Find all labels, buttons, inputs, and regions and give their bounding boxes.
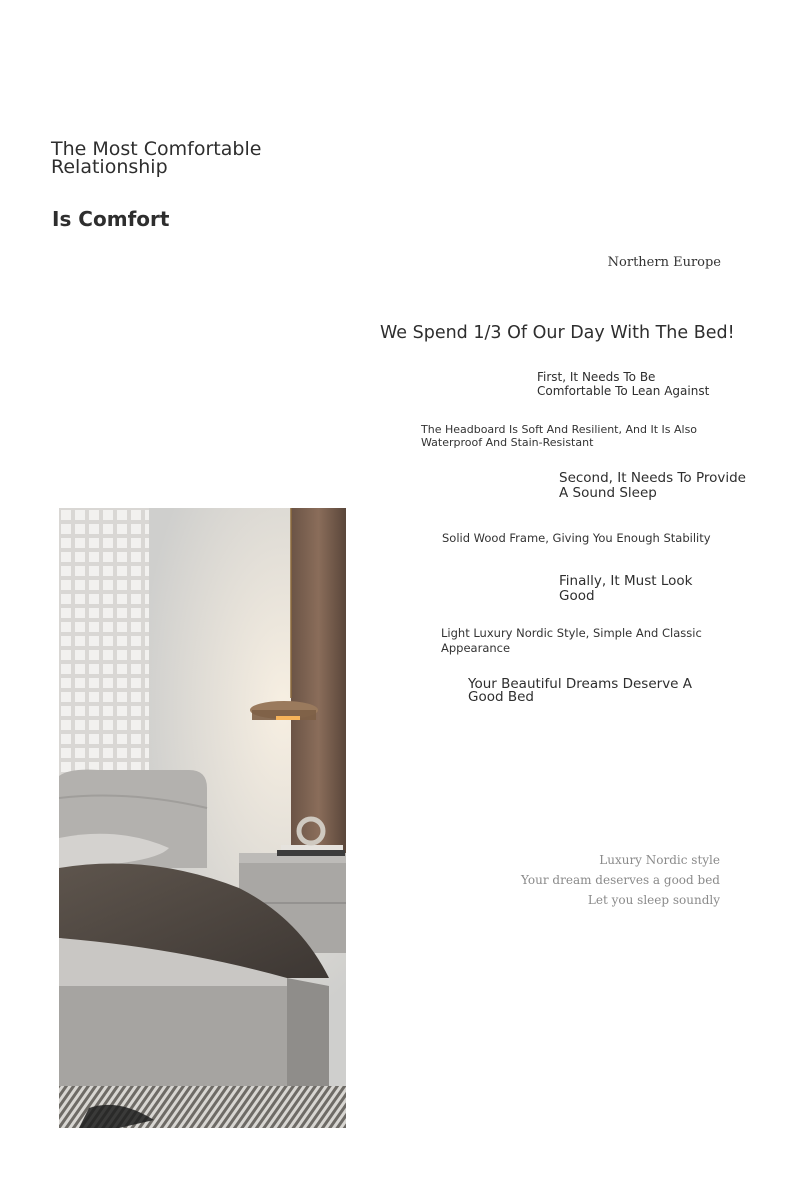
feature-2-title-line-2: A Sound Sleep bbox=[559, 485, 657, 501]
feature-1-title-line-1: First, It Needs To Be bbox=[537, 370, 656, 384]
feature-3-desc-line-2: Appearance bbox=[441, 641, 511, 655]
bedroom-illustration bbox=[59, 508, 346, 1128]
feature-3-title-line-1: Finally, It Must Look bbox=[559, 573, 693, 589]
hero-title-line-2: Relationship bbox=[51, 156, 168, 178]
feature-2-title-line-1: Second, It Needs To Provide bbox=[559, 470, 746, 486]
tagline bbox=[500, 850, 720, 910]
feature-3-title-line-2: Good bbox=[559, 588, 595, 604]
feature-2-description bbox=[442, 532, 772, 545]
tagline-line-1: Luxury Nordic style bbox=[599, 853, 720, 867]
lamp-light bbox=[276, 716, 300, 720]
feature-1-title-line-2: Comfortable To Lean Against bbox=[537, 384, 710, 398]
wood-panel bbox=[291, 508, 346, 868]
feature-1-desc-line-1: The Headboard Is Soft And Resilient, And It Is Also bbox=[421, 423, 698, 436]
hero-title bbox=[51, 140, 331, 176]
feature-4-title-line-2: Good Bed bbox=[468, 689, 534, 705]
tagline-line-2: Your dream deserves a good bed bbox=[521, 873, 720, 887]
feature-1-desc-line-2: Waterproof And Stain-Resistant bbox=[421, 436, 594, 449]
hero-title-line-1: The Most Comfortable bbox=[51, 138, 262, 160]
hero-subtitle: Is Comfort bbox=[52, 207, 170, 231]
region-label: Northern Europe bbox=[607, 255, 721, 270]
grid-screen bbox=[59, 508, 149, 808]
book-stack bbox=[277, 850, 345, 856]
feature-3-desc-line-1: Light Luxury Nordic Style, Simple And Classic bbox=[441, 626, 702, 640]
feature-1-description bbox=[421, 423, 741, 449]
feature-3-title bbox=[559, 574, 739, 604]
bedroom-photo bbox=[59, 508, 346, 1128]
book-top bbox=[281, 845, 343, 850]
feature-4-title bbox=[468, 678, 728, 704]
tagline-line-3: Let you sleep soundly bbox=[587, 893, 720, 907]
feature-2-desc-line-1: Solid Wood Frame, Giving You Enough Stability bbox=[442, 531, 711, 545]
headline: We Spend 1/3 Of Our Day With The Bed! bbox=[380, 323, 735, 343]
feature-1-title bbox=[537, 370, 737, 398]
bed-frame-side bbox=[287, 978, 329, 1086]
feature-3-description bbox=[441, 626, 761, 656]
feature-2-title bbox=[559, 471, 759, 501]
feature-4-title-line-1: Your Beautiful Dreams Deserve A bbox=[468, 676, 693, 692]
